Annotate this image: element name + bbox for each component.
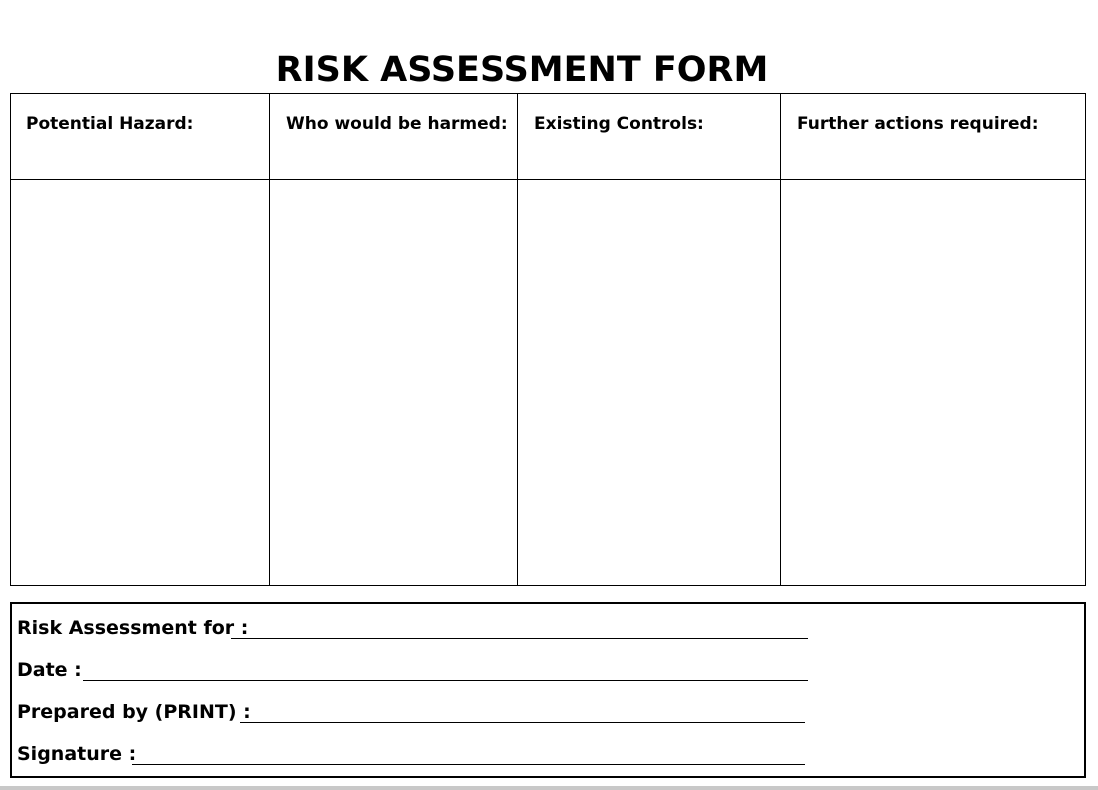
details-box — [10, 602, 1086, 778]
page-bottom-border — [0, 786, 1098, 790]
header-who-would-be-harmed: Who would be harmed: — [286, 114, 508, 134]
prepared-by-label: Prepared by (PRINT) : — [17, 701, 251, 723]
header-potential-hazard: Potential Hazard: — [26, 114, 194, 134]
signature-label: Signature : — [17, 743, 137, 765]
signature-field[interactable] — [132, 764, 805, 765]
cell-existing-controls[interactable] — [519, 181, 780, 585]
header-further-actions: Further actions required: — [797, 114, 1039, 134]
date-label: Date : — [17, 659, 82, 681]
prepared-by-field[interactable] — [240, 722, 805, 723]
cell-who-would-be-harmed[interactable] — [271, 181, 517, 585]
date-field[interactable] — [83, 680, 808, 681]
column-divider — [517, 94, 518, 585]
header-existing-controls: Existing Controls: — [534, 114, 704, 134]
cell-potential-hazard[interactable] — [11, 181, 269, 585]
risk-table — [10, 93, 1086, 586]
column-divider — [780, 94, 781, 585]
cell-further-actions[interactable] — [782, 181, 1084, 585]
risk-assessment-for-field[interactable] — [231, 638, 808, 639]
risk-assessment-for-label: Risk Assessment for : — [17, 617, 249, 639]
form-title: RISK ASSESSMENT FORM — [275, 50, 769, 90]
header-divider — [11, 179, 1085, 180]
column-divider — [269, 94, 270, 585]
